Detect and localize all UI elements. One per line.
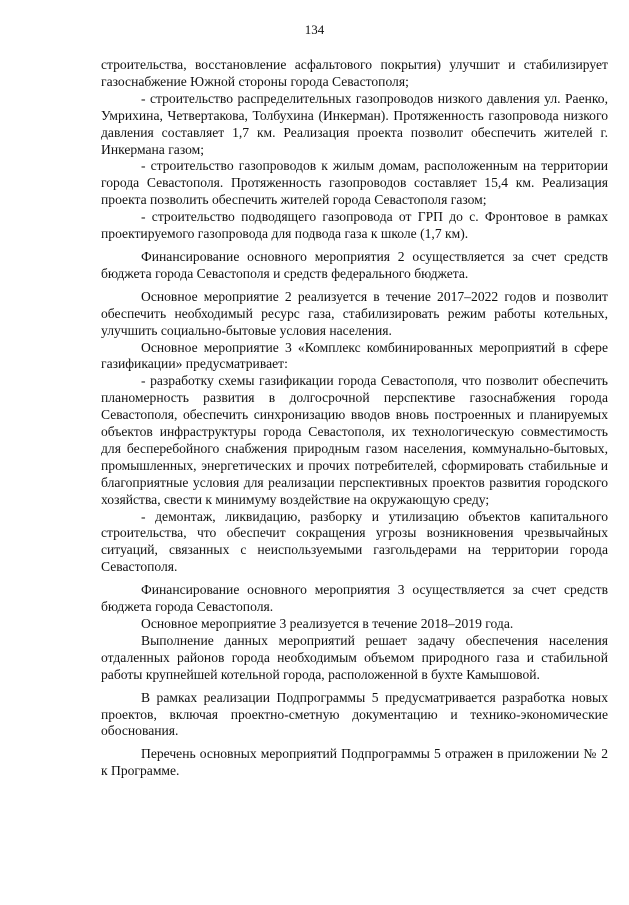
paragraph: Основное мероприятие 3 реализуется в течение 2018–2019 года. bbox=[141, 616, 514, 631]
paragraph: Основное мероприятие 2 реализуется в течение 2017–2022 годов и позволит обеспечить необходимый ресурс газа, стабилизировать режим работы котельных, улучшить социально-бытовые условия населения. bbox=[101, 288, 608, 338]
paragraph: - демонтаж, ликвидацию, разборку и утилизацию объектов капитального строительства, что обеспечит сокращения угрозы возникновения чрезвычайных ситуаций, связанных с неиспользуемыми газгольдерами на территории города Севастополя. bbox=[101, 508, 608, 575]
paragraph: Выполнение данных мероприятий решает задачу обеспечения населения отдаленных районов города необходимым объемом природного газа и стабильной работы крупнейшей котельной города, расположенной в бухте Камышовой. bbox=[101, 632, 608, 682]
paragraph: - строительство газопроводов к жилым домам, расположенным на территории города Севастополя. Протяженность газопроводов составляет 15,4 км. Реализация проекта позволить обеспечить жителей города Севастополя газом; bbox=[101, 158, 608, 208]
paragraph: Финансирование основного мероприятия 2 осуществляется за счет средств бюджета города Севастополя и средств федерального бюджета. bbox=[101, 248, 608, 281]
body-text bbox=[101, 57, 608, 780]
paragraph: - строительство подводящего газопровода от ГРП до с. Фронтовое в рамках проектируемого газопровода для подвода газа к школе (1,7 км). bbox=[101, 209, 608, 242]
paragraph: - строительство распределительных газопроводов низкого давления ул. Раенко, Умрихина, Четвертакова, Толбухина (Инкерман). Протяженность газопровода низкого давления составляет 1,7 км. Реализация проекта позволит обеспечить жителей г. Инкермана газом; bbox=[101, 90, 608, 157]
paragraph: Финансирование основного мероприятия 3 осуществляется за счет средств бюджета города Севастополя. bbox=[101, 582, 608, 615]
page-number: 134 bbox=[304, 22, 325, 37]
paragraph: строительства, восстановление асфальтового покрытия) улучшит и стабилизирует газоснабжение Южной стороны города Севастополя; bbox=[101, 57, 608, 89]
paragraph: Основное мероприятие 3 «Комплекс комбинированных мероприятий в сфере газификации» предусматривает: bbox=[101, 339, 608, 372]
paragraph: В рамках реализации Подпрограммы 5 предусматривается разработка новых проектов, включая проектно-сметную документацию и технико-экономические обоснования. bbox=[101, 689, 608, 739]
paragraph: Перечень основных мероприятий Подпрограммы 5 отражен в приложении № 2 к Программе. bbox=[101, 746, 608, 779]
paragraph: - разработку схемы газификации города Севастополя, что позволит обеспечить планомерность развития в долгосрочной перспективе газоснабжения города Севастополя, обеспечить синхронизацию вводов вновь построенных и планируемых объектов инфраструктуры города Севастополя, их технологическую совместимость для бесперебойного снабжения природным газом населения, коммунально-бытовых, промышленных, энергетических и прочих потребителей, сформировать стабильные и благоприятные условия для реализации перспективных проектов развития городского хозяйства, свести к минимуму воздействие на окружающую среду; bbox=[101, 373, 608, 507]
